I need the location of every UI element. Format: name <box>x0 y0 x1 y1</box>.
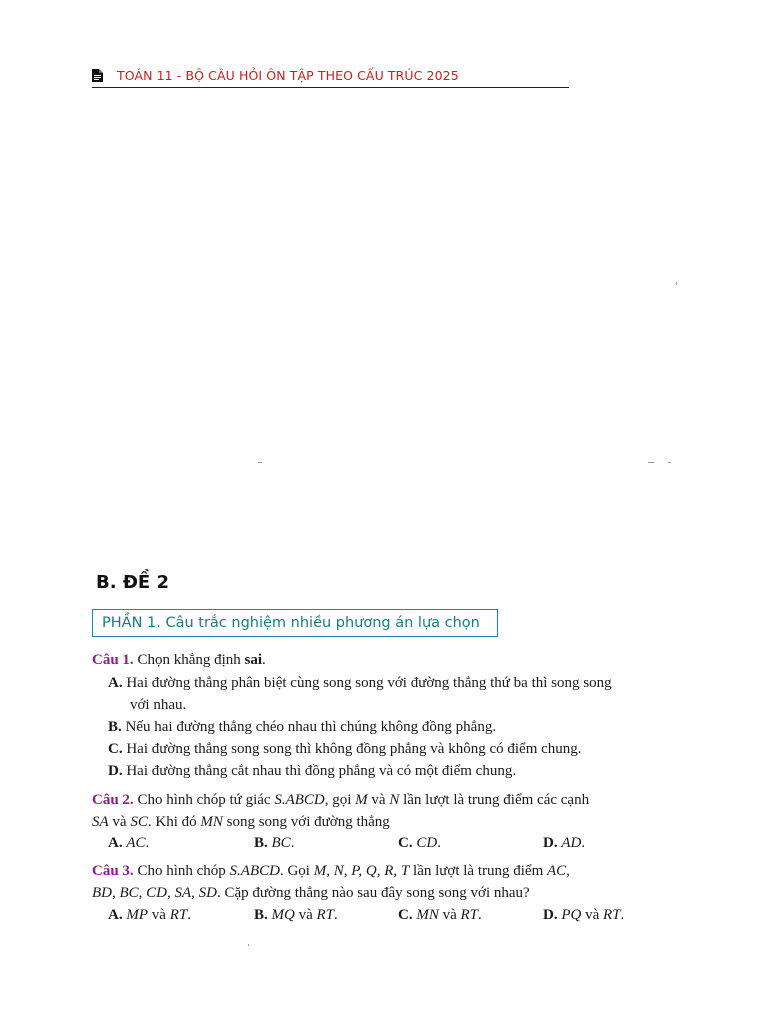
question-1-option-b[interactable] <box>108 717 496 737</box>
question-label: Câu 1. <box>92 652 134 668</box>
question-3-option-c[interactable] <box>398 905 482 925</box>
option-text: Hai đường thẳng cắt nhau thì đồng phẳng và có một điểm chung. <box>126 763 517 779</box>
question-2-stem-continued <box>92 812 390 832</box>
question-text: và <box>367 792 390 808</box>
option-label: A. <box>108 675 123 691</box>
option-label: A. <box>108 835 123 851</box>
option-label: C. <box>108 741 123 757</box>
question-1-option-a-continued <box>130 695 186 715</box>
question-emphasis: sai <box>244 652 263 668</box>
option-label: C. <box>398 907 413 923</box>
question-label: Câu 2. <box>92 792 134 808</box>
math-expression: RT <box>603 907 621 923</box>
option-label: B. <box>254 907 268 923</box>
document-icon <box>92 69 103 87</box>
math-expression: RT <box>169 907 188 923</box>
option-text: . <box>437 835 441 851</box>
option-text: . <box>620 907 625 923</box>
option-text: Nếu hai đường thẳng chéo nhau thì chúng không đồng phẳng. <box>125 719 497 735</box>
question-2-option-c[interactable] <box>398 833 441 853</box>
question-text: . Khi đó <box>147 814 201 830</box>
scan-speck <box>648 462 654 463</box>
math-expression: PQ <box>561 907 582 923</box>
option-text: với nhau. <box>130 697 187 713</box>
math-expression: CD <box>416 835 438 851</box>
scan-speck <box>248 944 249 946</box>
question-text: lần lượt là trung điểm các cạnh <box>399 792 590 808</box>
question-1-option-d[interactable] <box>108 761 516 781</box>
math-expression: SA <box>92 814 109 830</box>
question-1-stem <box>92 650 266 670</box>
option-text: . <box>290 835 295 851</box>
scan-speck <box>258 462 262 463</box>
option-text: . <box>478 907 482 923</box>
question-1-option-c[interactable] <box>108 739 582 759</box>
option-label: C. <box>398 835 413 851</box>
option-text: . <box>187 907 191 923</box>
scan-speck <box>668 462 671 463</box>
option-label: A. <box>108 907 123 923</box>
page-header <box>92 66 569 88</box>
option-label: D. <box>108 763 123 779</box>
question-text: và <box>108 814 131 830</box>
question-3-option-d[interactable] <box>543 905 624 925</box>
option-text: và <box>581 907 604 923</box>
option-label: B. <box>254 835 268 851</box>
question-3-stem <box>92 861 570 881</box>
math-expression: MN <box>200 814 223 830</box>
part-title-box <box>92 609 498 637</box>
question-text: Cho hình chóp tứ giác <box>137 792 275 808</box>
math-expression: S.ABCD <box>274 792 325 808</box>
question-1-option-a[interactable] <box>108 673 612 693</box>
question-text: Cho hình chóp <box>137 863 230 879</box>
option-text: Hai đường thẳng phân biệt cùng song song với đường thẳng thứ ba thì song song <box>126 675 612 691</box>
option-text: và <box>294 907 317 923</box>
question-2-option-a[interactable] <box>108 833 149 853</box>
section-title: B. ĐỀ 2 <box>96 572 169 593</box>
math-expression: BD, BC, CD, SA, SD <box>92 885 217 901</box>
option-label: D. <box>543 835 558 851</box>
question-text: . Cặp đường thẳng nào sau đây song song với nhau? <box>217 885 530 901</box>
option-text: . <box>145 835 150 851</box>
math-expression: MP <box>126 907 149 923</box>
option-label: B. <box>108 719 122 735</box>
part-title: PHẦN 1. Câu trắc nghiệm nhiều phương án lựa chọn <box>102 615 480 631</box>
question-2-stem <box>92 790 589 810</box>
math-expression: AC <box>126 835 146 851</box>
header-title: TOÁN 11 - BỘ CÂU HỎI ÔN TẬP THEO CẤU TRÚC 2025 <box>117 68 459 83</box>
option-text: . <box>581 835 586 851</box>
question-3-option-b[interactable] <box>254 905 338 925</box>
option-text: và <box>148 907 170 923</box>
question-3-stem-continued <box>92 883 530 903</box>
question-text: Chọn khẳng định <box>137 652 245 668</box>
question-2-option-b[interactable] <box>254 833 294 853</box>
math-expression: N <box>389 792 400 808</box>
option-text: Hai đường thẳng song song thì không đồng phẳng và không có điểm chung. <box>126 741 582 757</box>
math-expression: RT <box>460 907 479 923</box>
math-expression: M, N, P, Q, R, T <box>313 863 410 879</box>
math-expression: M <box>355 792 368 808</box>
question-text: . Gọi <box>279 863 314 879</box>
option-text: và <box>438 907 461 923</box>
math-expression: SC <box>130 814 148 830</box>
math-expression: RT <box>316 907 335 923</box>
question-3-option-a[interactable] <box>108 905 191 925</box>
math-expression: AD <box>561 835 582 851</box>
math-expression: BC <box>271 835 291 851</box>
math-expression: MQ <box>271 907 295 923</box>
question-text: song song với đường thẳng <box>222 814 390 830</box>
math-expression: S.ABCD <box>229 863 280 879</box>
scan-speck <box>676 282 677 285</box>
question-text: lần lượt là trung điểm <box>409 863 547 879</box>
question-text: , <box>566 863 570 879</box>
option-label: D. <box>543 907 558 923</box>
question-text: . <box>262 652 266 668</box>
question-text: , gọi <box>324 792 356 808</box>
question-label: Câu 3. <box>92 863 134 879</box>
math-expression: MN <box>416 907 439 923</box>
math-expression: AC <box>546 863 567 879</box>
option-text: . <box>334 907 338 923</box>
question-2-option-d[interactable] <box>543 833 585 853</box>
